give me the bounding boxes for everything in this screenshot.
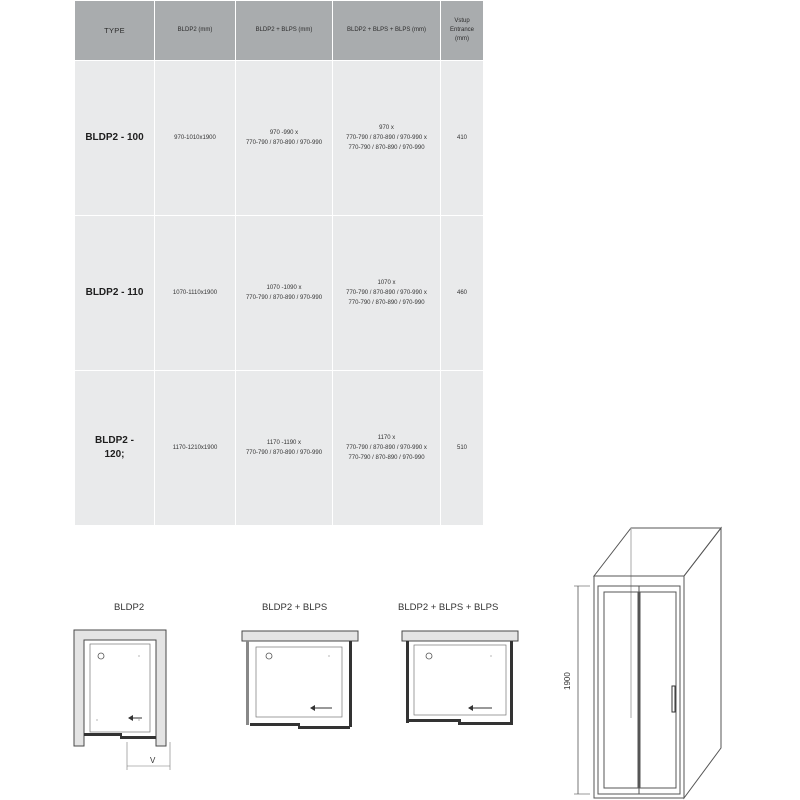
table-header-row	[75, 1, 484, 61]
tray-outline	[414, 645, 506, 715]
cell-bldp2-blps-blps: 1170 x 770-790 / 870-890 / 970-990 x 770-790 / 870-890 / 970-990	[333, 371, 441, 526]
cell-entrance: 510	[441, 371, 484, 526]
table-row	[75, 216, 484, 371]
tray-outline	[256, 647, 342, 717]
plan-bldp2-blps-diagram	[240, 622, 360, 742]
door-panel	[604, 592, 638, 788]
drain-icon	[98, 653, 104, 659]
side-panel	[406, 641, 409, 723]
side-panel	[510, 641, 513, 725]
door-panel	[250, 723, 300, 726]
header-bldp2-blps-blps: BLDP2 + BLPS + BLPS (mm)	[333, 1, 441, 61]
cell-type: BLDP2 - 110	[75, 216, 155, 371]
height-dimension-label: 1900	[563, 672, 572, 690]
drain-icon	[426, 653, 432, 659]
door-panel	[298, 726, 350, 729]
arrow-left-icon	[128, 715, 133, 721]
cell-bldp2: 1070-1110x1900	[155, 216, 236, 371]
header-bldp2: BLDP2 (mm)	[155, 1, 236, 61]
door-panel	[84, 733, 122, 736]
handle-icon	[672, 686, 675, 712]
arrow-left-icon	[468, 705, 473, 711]
plan-title-bldp2-blps: BLDP2 + BLPS	[262, 602, 328, 613]
cell-type: BLDP2 - 100	[75, 61, 155, 216]
door-panel	[409, 719, 461, 722]
wall-top	[402, 631, 518, 641]
cell-bldp2-blps: 1070 -1090 x 770-790 / 870-890 / 970-990	[236, 216, 333, 371]
drain-icon	[266, 653, 272, 659]
header-entrance: Vstup Entrance (mm)	[441, 1, 484, 61]
table-row	[75, 61, 484, 216]
plan-title-bldp2-blps-blps: BLDP2 + BLPS + BLPS	[398, 602, 499, 613]
cell-bldp2: 1170-1210x1900	[155, 371, 236, 526]
dimension-v-label: V	[150, 756, 156, 765]
door-panel	[458, 722, 511, 725]
wall-left-icon	[74, 630, 166, 746]
door-panel	[640, 592, 676, 788]
cell-entrance: 410	[441, 61, 484, 216]
header-type: TYPE	[75, 1, 155, 61]
table-row	[75, 371, 484, 526]
tray-outline	[90, 644, 150, 732]
cell-bldp2: 970-1010x1900	[155, 61, 236, 216]
wall-top	[242, 631, 358, 641]
cell-bldp2-blps-blps: 1070 x 770-790 / 870-890 / 970-990 x 770-790 / 870-890 / 970-990	[333, 216, 441, 371]
cell-type: BLDP2 - 120;	[75, 371, 155, 526]
cell-entrance: 460	[441, 216, 484, 371]
enclosure-3d-drawing	[560, 518, 740, 800]
plan-bldp2-blps-blps-diagram	[400, 622, 522, 732]
cell-bldp2-blps: 970 -990 x 770-790 / 870-890 / 970-990	[236, 61, 333, 216]
plan-title-bldp2: BLDP2	[114, 602, 145, 613]
spec-table	[74, 0, 484, 526]
door-panel	[120, 736, 156, 739]
cell-bldp2-blps: 1170 -1190 x 770-790 / 870-890 / 970-990	[236, 371, 333, 526]
arrow-left-icon	[310, 705, 315, 711]
cell-bldp2-blps-blps: 970 x 770-790 / 870-890 / 970-990 x 770-790 / 870-890 / 970-990	[333, 61, 441, 216]
header-bldp2-blps: BLDP2 + BLPS (mm)	[236, 1, 333, 61]
side-panel	[246, 641, 249, 725]
side-panel	[349, 641, 352, 727]
